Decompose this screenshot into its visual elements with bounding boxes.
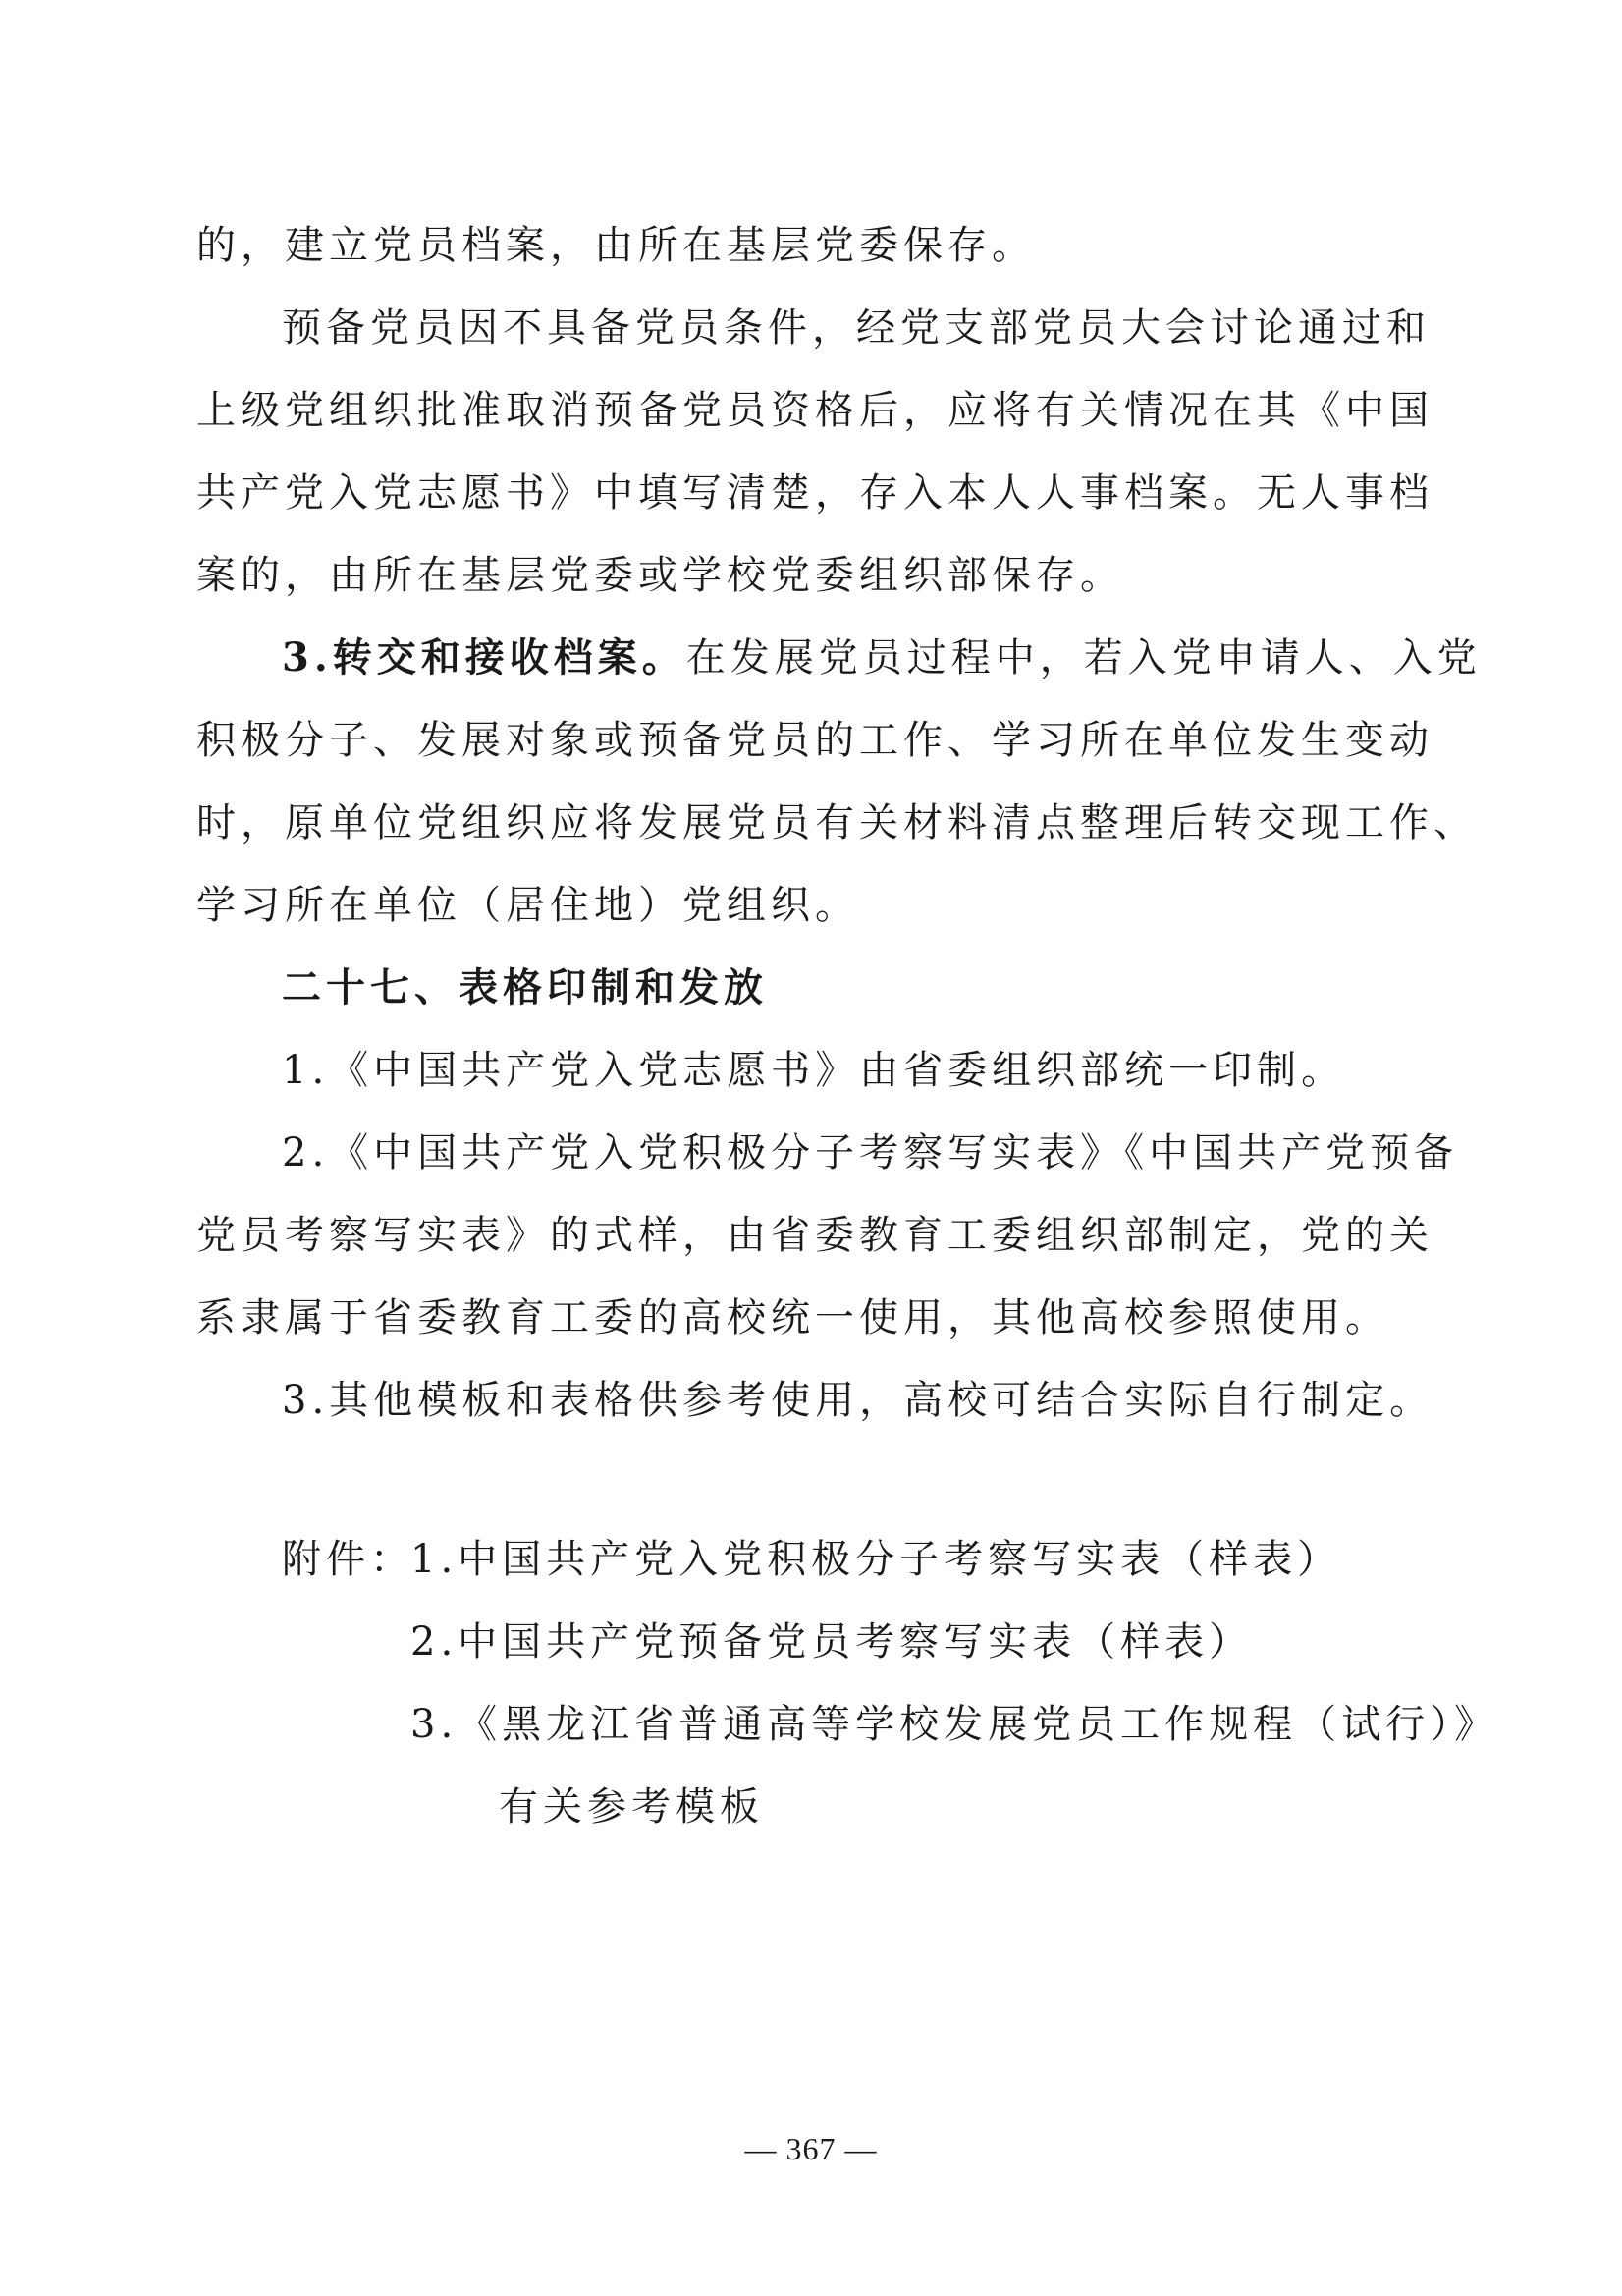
- paragraph-line: 时，原单位党组织应将发展党员有关材料清点整理后转交现工作、: [196, 800, 1478, 846]
- paragraph-line: 3.其他模板和表格供参考使用，高校可结合实际自行制定。: [282, 1378, 1434, 1423]
- paragraph-line: 积极分子、发展对象或预备党员的工作、学习所在单位发生变动: [196, 718, 1433, 763]
- paragraph-line: 2.《中国共产党入党积极分子考察写实表》《中国共产党预备: [282, 1130, 1459, 1175]
- paragraph-line: [282, 630, 1482, 685]
- paragraph-line: 预备党员因不具备党员条件，经党支部党员大会讨论通过和: [282, 305, 1431, 351]
- paragraph-line: 系隶属于省委教育工委的高校统一使用，其他高校参照使用。: [196, 1295, 1389, 1340]
- attachment-item: 1.中国共产党入党积极分子考察写实表（样表）: [410, 1537, 1342, 1582]
- attachment-item: 2.中国共产党预备党员考察写实表（样表）: [410, 1619, 1254, 1665]
- paragraph-line: 上级党组织批准取消预备党员资格后，应将有关情况在其《中国: [196, 388, 1433, 433]
- paragraph-line: 的，建立党员档案，由所在基层党委保存。: [196, 223, 1036, 268]
- paragraph-line: 共产党入党志愿书》中填写清楚，存入本人人事档案。无人事档: [196, 470, 1433, 516]
- paragraph-line: 案的，由所在基层党委或学校党委组织部保存。: [196, 553, 1124, 598]
- page-number: — 367 —: [744, 2131, 878, 2166]
- attachment-item: 3.《黑龙江省普通高等学校发展党员工作规程（试行）》: [410, 1702, 1499, 1747]
- attachments-label: 附件：: [282, 1537, 414, 1582]
- paragraph-text: 在发展党员过程中，若入党申请人、入党: [685, 635, 1482, 681]
- paragraph-line: 1.《中国共产党入党志愿书》由省委组织部统一印制。: [282, 1048, 1346, 1093]
- section-subheading: 3.转交和接收档案。: [282, 634, 686, 681]
- attachment-item-continuation: 有关参考模板: [499, 1784, 764, 1830]
- paragraph-line: 学习所在单位（居住地）党组织。: [196, 883, 859, 928]
- paragraph-line: 党员考察写实表》的式样，由省委教育工委组织部制定，党的关: [196, 1213, 1433, 1258]
- section-heading: 二十七、表格印制和发放: [282, 964, 768, 1011]
